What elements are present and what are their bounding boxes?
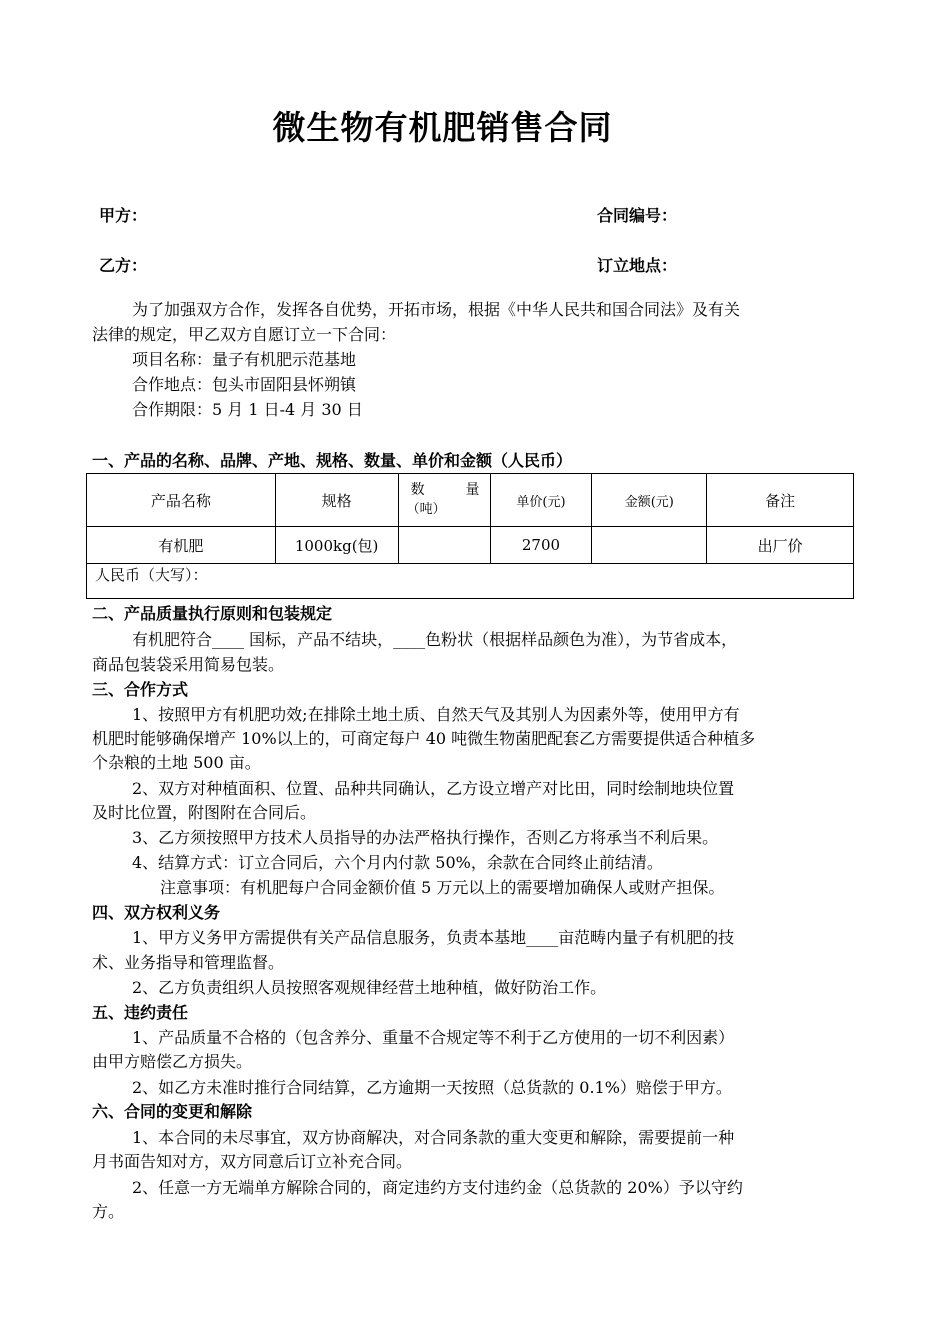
document-title: 微生物有机肥销售合同 bbox=[272, 108, 613, 147]
table-rmb-row bbox=[87, 564, 854, 599]
section-3-p2-line-1: 2、双方对种植面积、位置、品种共同确认，乙方设立增产对比田，同时绘制地块位置 bbox=[132, 779, 735, 798]
contract-number-label: 合同编号： bbox=[597, 206, 678, 225]
table-header-row bbox=[87, 474, 854, 527]
header-quantity-b: 量 bbox=[465, 482, 480, 498]
section-4-p2: 2、乙方负责组织人员按照客观规律经营土地种植，做好防治工作。 bbox=[132, 978, 607, 997]
intro-line-1: 为了加强双方合作，发挥各自优势，开拓市场，根据《中华人民共和国合同法》及有关 bbox=[132, 300, 741, 319]
header-product-name: 产品名称 bbox=[87, 474, 276, 527]
party-b-label: 乙方： bbox=[99, 256, 148, 275]
section-3-p1-line-1: 1、按照甲方有机肥功效;在排除土地土质、自然天气及其别人为因素外等，使用甲方有 bbox=[132, 705, 740, 724]
section-3-note: 注意事项：有机肥每户合同金额价值 5 万元以上的需要增加确保人或财产担保。 bbox=[160, 878, 725, 897]
cooperation-period: 合作期限：5 月 1 日-4 月 30 日 bbox=[132, 400, 363, 419]
section-5-p1-line-2: 由甲方赔偿乙方损失。 bbox=[92, 1052, 253, 1071]
section-4-p1-line-2: 术、业务指导和管理监督。 bbox=[92, 953, 285, 972]
section-5-p1-line-1: 1、产品质量不合格的（包含养分、重量不合规定等不利于乙方使用的一切不利因素） bbox=[132, 1028, 735, 1047]
header-remark: 备注 bbox=[707, 474, 854, 527]
section-3-p1-line-2: 机肥时能够确保增产 10%以上的，可商定每户 40 吨微生物菌肥配套乙方需要提供适合种植多 bbox=[92, 729, 756, 748]
header-unit-price: 单价(元) bbox=[490, 474, 592, 527]
cell-unit-price: 2700 bbox=[490, 527, 592, 564]
cooperation-location: 合作地点：包头市固阳县怀朔镇 bbox=[132, 375, 357, 394]
section-6-p1-line-2: 月书面告知对方，双方同意后订立补充合同。 bbox=[92, 1152, 413, 1171]
project-name: 项目名称：量子有机肥示范基地 bbox=[132, 350, 357, 369]
header-amount: 金额(元) bbox=[592, 474, 707, 527]
cell-product-name: 有机肥 bbox=[87, 527, 276, 564]
cell-rmb-uppercase: 人民币（大写）： bbox=[87, 564, 854, 599]
cell-amount bbox=[592, 527, 707, 564]
section-6-p2-line-2: 方。 bbox=[92, 1202, 125, 1221]
cell-spec: 1000kg(包) bbox=[275, 527, 398, 564]
intro-line-2: 法律的规定，甲乙双方自愿订立一下合同： bbox=[92, 325, 397, 344]
header-quantity bbox=[398, 474, 490, 527]
section-3-p3: 3、乙方须按照甲方技术人员指导的办法严格执行操作，否则乙方将承当不利后果。 bbox=[132, 828, 719, 847]
header-spec: 规格 bbox=[275, 474, 398, 527]
section-3-p4: 4、结算方式：订立合同后，六个月内付款 50%，余款在合同终止前结清。 bbox=[132, 853, 663, 872]
cell-quantity bbox=[398, 527, 490, 564]
section-6-p1-line-1: 1、本合同的未尽事宜，双方协商解决，对合同条款的重大变更和解除，需要提前一种 bbox=[132, 1128, 735, 1147]
section-4-heading: 四、双方权利义务 bbox=[92, 903, 221, 922]
section-6-p2-line-1: 2、任意一方无端单方解除合同的，商定违约方支付违约金（总货款的 20%）予以守约 bbox=[132, 1178, 743, 1197]
section-3-p2-line-2: 及时比位置，附图附在合同后。 bbox=[92, 803, 317, 822]
section-2-heading: 二、产品质量执行原则和包装规定 bbox=[92, 604, 333, 623]
section-3-heading: 三、合作方式 bbox=[92, 680, 189, 699]
header-quantity-unit: （吨） bbox=[406, 502, 446, 517]
section-2-line-2: 商品包装袋采用简易包装。 bbox=[92, 655, 285, 674]
table-row bbox=[87, 527, 854, 564]
header-quantity-a: 数 bbox=[410, 482, 425, 498]
section-2-line-1: 有机肥符合____ 国标，产品不结块，____色粉状（根据样品颜色为准），为节省成本， bbox=[132, 630, 738, 649]
signing-place-label: 订立地点： bbox=[597, 256, 678, 275]
party-a-label: 甲方： bbox=[99, 206, 148, 225]
section-1-heading: 一、产品的名称、品牌、产地、规格、数量、单价和金额（人民币） bbox=[92, 451, 573, 470]
section-5-heading: 五、违约责任 bbox=[92, 1003, 189, 1022]
section-6-heading: 六、合同的变更和解除 bbox=[92, 1102, 253, 1121]
section-5-p2: 2、如乙方未准时推行合同结算，乙方逾期一天按照（总货款的 0.1%）赔偿于甲方。 bbox=[132, 1078, 732, 1097]
section-3-p1-line-3: 个杂粮的土地 500 亩。 bbox=[92, 753, 261, 772]
product-table bbox=[86, 473, 854, 599]
section-4-p1-line-1: 1、甲方义务甲方需提供有关产品信息服务，负责本基地____亩范畴内量子有机肥的技 bbox=[132, 928, 735, 947]
cell-remark: 出厂价 bbox=[707, 527, 854, 564]
